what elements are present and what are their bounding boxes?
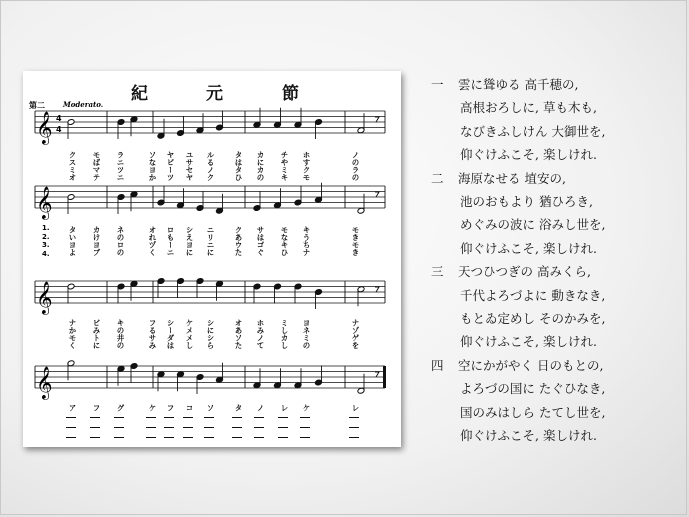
lyric-dash [183, 417, 193, 418]
lyric-dash [300, 417, 310, 418]
title-char: 節 [282, 84, 299, 104]
lyric-syllable-column: カにカの [256, 151, 265, 181]
lyric-dash [164, 437, 174, 438]
lyric-syllable-column: タはタひ [234, 151, 243, 181]
lyric-syllable-column: チやミキ [280, 151, 289, 181]
lyric-dash [232, 417, 242, 418]
lyric-dash [232, 437, 242, 438]
lyric-syllable-column: ラニツニ [116, 151, 125, 181]
quarter-rest [375, 117, 379, 122]
verse-line: 雲に聳ゆる 高千穂の, [458, 77, 579, 92]
lyric-syllable-column: ロもーニ [166, 226, 175, 256]
lyric-dash [254, 417, 264, 418]
lyric-syllable-column: レ [351, 404, 360, 412]
lyric-syllable-column: フ [166, 404, 175, 412]
lyric-dash [164, 417, 174, 418]
lyric-syllable-column: カけヨブ [92, 226, 101, 256]
lyric-dash [90, 427, 100, 428]
lyric-syllable-column: ホすクモ [302, 151, 311, 181]
lyric-dash [114, 437, 124, 438]
lyric-dash [300, 427, 310, 428]
sheet-music-image [23, 71, 401, 447]
title-char: 紀 [131, 84, 148, 104]
lyric-syllable-column: ノ [256, 404, 265, 412]
lyric-dash [66, 417, 76, 418]
lyric-syllable-column: キの井の [116, 319, 125, 349]
lyric-syllable-column: ユサセヤ [185, 151, 194, 181]
lyric-dash [278, 427, 288, 428]
lyric-dash [164, 427, 174, 428]
lyric-dash [300, 437, 310, 438]
lyric-syllable-column: ケ [148, 404, 157, 412]
verse-line: 天つひつぎの 高みくら, [458, 264, 591, 280]
lyric-dash [349, 417, 359, 418]
lyric-dash [204, 417, 214, 418]
quarter-rest [375, 192, 379, 197]
lyric-syllable-column: ナゾゲを [351, 319, 360, 349]
lyric-syllable-column: ヤビーツ [166, 151, 175, 181]
lyric-dash [254, 427, 264, 428]
lyric-syllable-column: フ [92, 404, 101, 412]
lyric-syllable-column: シえヨに [185, 226, 194, 256]
verse-line: 池のおもより 猶ひろき, [460, 194, 593, 209]
lyric-dash [349, 427, 359, 428]
time-signature: 4 [56, 125, 62, 134]
time-signature: 4 [56, 114, 62, 123]
verse-line: 千代よろづよに 動きなき, [460, 287, 606, 303]
tempo-marking: Moderato. [63, 100, 104, 109]
lyric-syllable-column: ア [68, 404, 77, 412]
lyric-syllable-column: シーダは [166, 319, 175, 349]
verse-ordinal: 四 [431, 357, 444, 373]
lyric-syllable-column: サはゴぐ [256, 226, 265, 256]
verse-line: よろづの国に たぐひなき, [460, 381, 606, 397]
lyric-syllable-column: ミしカし [280, 319, 289, 349]
verse-line: 海原なせる 埴安の, [458, 170, 566, 186]
lyric-dash [183, 427, 193, 428]
lyric-syllable-column: コ [185, 404, 194, 412]
verse-ordinal: 二 [431, 170, 444, 186]
lyric-dash [183, 437, 193, 438]
lyric-dash [204, 437, 214, 438]
lyric-syllable-column: ケ [302, 404, 311, 412]
lyric-dash [114, 417, 124, 418]
lyric-syllable-column: クスミオ [68, 151, 77, 181]
treble-clef: 𝄞 [36, 366, 53, 399]
lyric-dash [90, 417, 100, 418]
lyric-syllable-column: ルるノク [206, 151, 215, 181]
lyric-syllable-column: フるサみ [148, 319, 157, 349]
verse-line: 仰ぐけふこそ, 楽しけれ. [460, 240, 597, 256]
treble-clef: 𝄞 [36, 186, 53, 219]
lyric-dash [90, 437, 100, 438]
verse-line: 高根おろしに, 草も木も, [460, 100, 597, 116]
lyric-dash [278, 417, 288, 418]
music-staves [23, 71, 401, 447]
quarter-rest [375, 287, 379, 292]
verse-line: なびきふしけん 大御世を, [460, 123, 606, 139]
lyric-syllable-column: ケメメし [185, 319, 194, 349]
lyric-syllable-column: ホみノて [256, 319, 265, 349]
lyric-dash [146, 427, 156, 428]
lyric-dash [278, 437, 288, 438]
title-char: 元 [206, 84, 223, 104]
lyric-syllable-column: ナかモく [68, 319, 77, 349]
lyric-dash [146, 437, 156, 438]
verse-ordinal: 一 [431, 77, 444, 92]
verse-line: 空にかがやく 日のもとの, [458, 357, 604, 373]
lyric-dash [66, 427, 76, 428]
lyric-syllable-column: グ [116, 404, 125, 412]
lyric-syllable-column: モなキひ [280, 226, 289, 256]
lyric-dash [146, 417, 156, 418]
verse-number: 2. [42, 232, 50, 241]
lyric-syllable-column: ソ [206, 404, 215, 412]
verse-line: めぐみの波に 浴みし世を, [460, 217, 606, 233]
lyric-syllable-column: オあソた [234, 319, 243, 349]
lyric-syllable-column: シにシら [206, 319, 215, 349]
lyric-syllable-column: ソなヨか [148, 151, 157, 181]
lyric-syllable-column: タいヨよ [68, 226, 77, 256]
lyric-dash [349, 437, 359, 438]
verse-number: 3. [42, 241, 50, 249]
lyric-syllable-column: ノのラの [351, 151, 360, 181]
final-bar [383, 366, 386, 388]
verse-line: 仰ぐけふこそ, 楽しけれ. [460, 147, 597, 163]
verse-number: 1. [42, 224, 50, 232]
lyric-syllable-column: ネのロの [116, 226, 125, 256]
lyric-syllable-column: モきモき [351, 226, 360, 256]
treble-clef: 𝄞 [36, 111, 53, 144]
lyric-syllable-column: タ [234, 404, 243, 412]
lyric-dash [66, 437, 76, 438]
lyric-syllable-column: クあウた [234, 226, 243, 256]
verse-number: 4. [42, 249, 50, 258]
quarter-rest [375, 372, 379, 377]
lyric-dash [114, 427, 124, 428]
treble-clef: 𝄞 [36, 281, 53, 314]
verse-line: 仰ぐけふこそ, 楽しけれ. [460, 428, 597, 443]
lyric-dash [204, 427, 214, 428]
verse-line: 国のみはしら たてし世を, [460, 404, 606, 420]
lyric-syllable-column: ヨネミの [302, 319, 311, 349]
lyric-syllable-column: オれヅく [148, 226, 157, 256]
lyric-dash [232, 427, 242, 428]
lyric-syllable-column: モばマテ [92, 151, 101, 181]
verse-ordinal: 三 [431, 264, 444, 280]
lyric-syllable-column: キうちナ [302, 226, 311, 256]
verse-line: もとゐ定めし そのかみを, [460, 311, 606, 326]
lyric-syllable-column: ビみトに [92, 319, 101, 349]
lyric-syllable-column: レ [280, 404, 289, 412]
lyric-syllable-column: ニリニに [206, 226, 215, 256]
score-ordinal: 第二 [29, 100, 45, 110]
lyric-dash [254, 437, 264, 438]
verse-line: 仰ぐけふこそ, 楽しけれ. [460, 334, 597, 350]
